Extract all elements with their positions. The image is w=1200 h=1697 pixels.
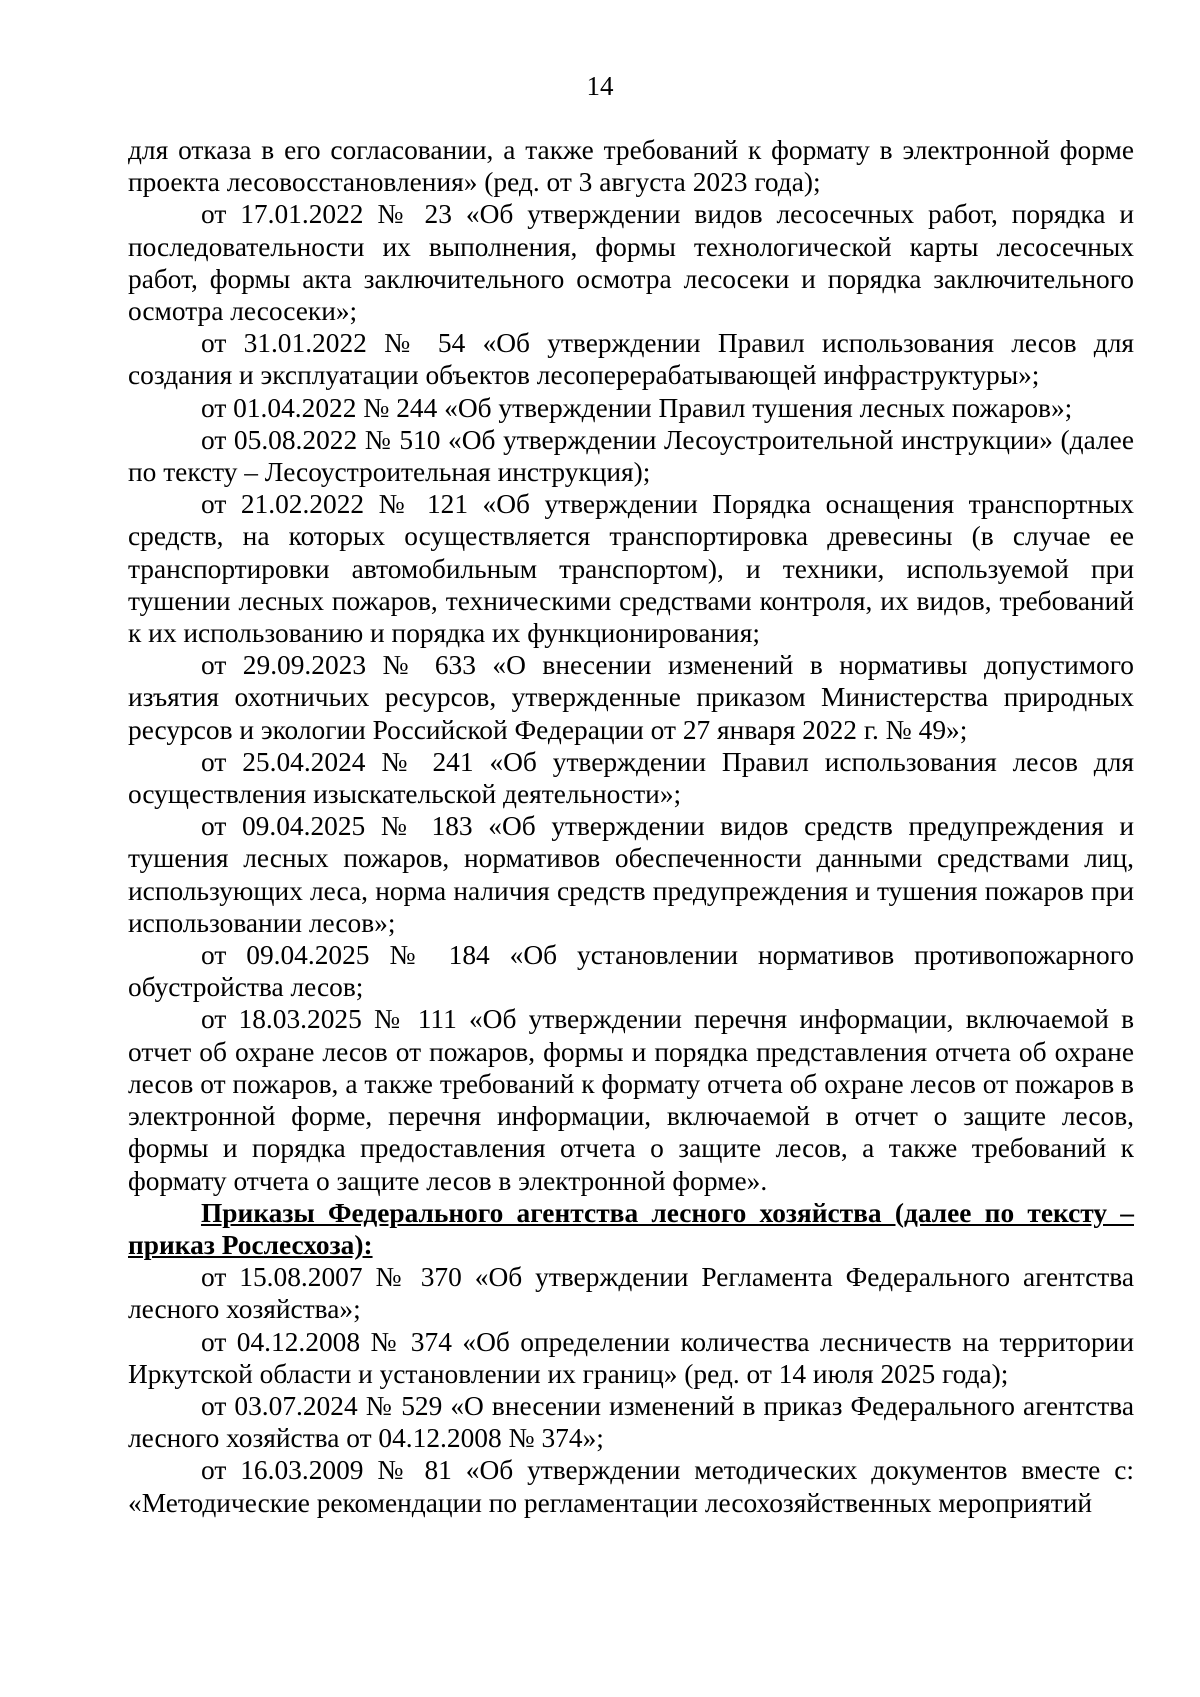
page-number: 14	[586, 71, 614, 101]
paragraph-order-370: от 15.08.2007 № 370 «Об утверждении Регламента Федерального агентства лесного хозяйства»;	[128, 1262, 1134, 1325]
paragraph-order-184: от 09.04.2025 № 184 «Об установлении нормативов противопожарного обустройства лесов;	[128, 940, 1134, 1003]
paragraph-order-510: от 05.08.2022 № 510 «Об утверждении Лесоустроительной инструкции» (далее по тексту – Лесоустроительная инструкция);	[128, 424, 1134, 488]
document-body	[128, 134, 1134, 1519]
paragraph-order-374: от 04.12.2008 № 374 «Об определении количества лесничеств на территории Иркутской области и установлении их границ» (ред. от 14 июля 2025 года);	[128, 1326, 1134, 1389]
section-heading-rosleshoz-orders: Приказы Федерального агентства лесного хозяйства (далее по тексту – приказ Рослесхоза):	[128, 1197, 1134, 1260]
paragraph-order-121: от 21.02.2022 № 121 «Об утверждении Порядка оснащения транспортных средств, на которых осуществляется транспортировка древесины (в случае ее транспортировки автомобильным транспортом), и техники, используемой при тушении лесных пожаров, техническими средствами контроля, их видов, требований к их использованию и порядка их функционирования;	[128, 489, 1134, 649]
paragraph-order-111: от 18.03.2025 № 111 «Об утверждении перечня информации, включаемой в отчет об охране лесов от пожаров, формы и порядка представления отчета об охране лесов от пожаров, а также требований к формату отчета об охране лесов от пожаров в электронной форме, перечня информации, включаемой в отчет о защите лесов, формы и порядка предоставления отчета о защите лесов, а также требований к формату отчета о защите лесов в электронной форме».	[128, 1004, 1134, 1196]
paragraph-order-81: от 16.03.2009 № 81 «Об утверждении методических документов вместе с: «Методические рекомендации по регламентации лесохозяйственных мероприятий	[128, 1455, 1134, 1518]
paragraph-order-244: от 01.04.2022 № 244 «Об утверждении Правил тушения лесных пожаров»;	[201, 392, 1073, 423]
paragraph-order-241: от 25.04.2024 № 241 «Об утверждении Правил использования лесов для осуществления изыскательской деятельности»;	[128, 746, 1134, 810]
paragraph-continuation: для отказа в его согласовании, а также требований к формату в электронной форме проекта лесовосстановления» (ред. от 3 августа 2023 года);	[128, 135, 1134, 198]
paragraph-order-23: от 17.01.2022 № 23 «Об утверждении видов лесосечных работ, порядка и последовательности их выполнения, формы технологической карты лесосечных работ, формы акта заключительного осмотра лесосеки и порядка заключительного осмотра лесосеки»;	[128, 199, 1134, 327]
paragraph-order-633: от 29.09.2023 № 633 «О внесении изменений в нормативы допустимого изъятия охотничьих ресурсов, утвержденные приказом Министерства природных ресурсов и экологии Российской Федерации от 27 января 2022 г. № 49»;	[128, 650, 1134, 745]
paragraph-order-54: от 31.01.2022 № 54 «Об утверждении Правил использования лесов для создания и эксплуатации объектов лесоперерабатывающей инфраструктуры»;	[128, 328, 1134, 391]
paragraph-order-183: от 09.04.2025 № 183 «Об утверждении видов средств предупреждения и тушения лесных пожаров, нормативов обеспеченности данными средствами лиц, использующих леса, норма наличия средств предупреждения и тушения пожаров при использовании лесов»;	[128, 811, 1134, 938]
paragraph-order-529: от 03.07.2024 № 529 «О внесении изменений в приказ Федерального агентства лесного хозяйства от 04.12.2008 № 374»;	[128, 1390, 1134, 1454]
